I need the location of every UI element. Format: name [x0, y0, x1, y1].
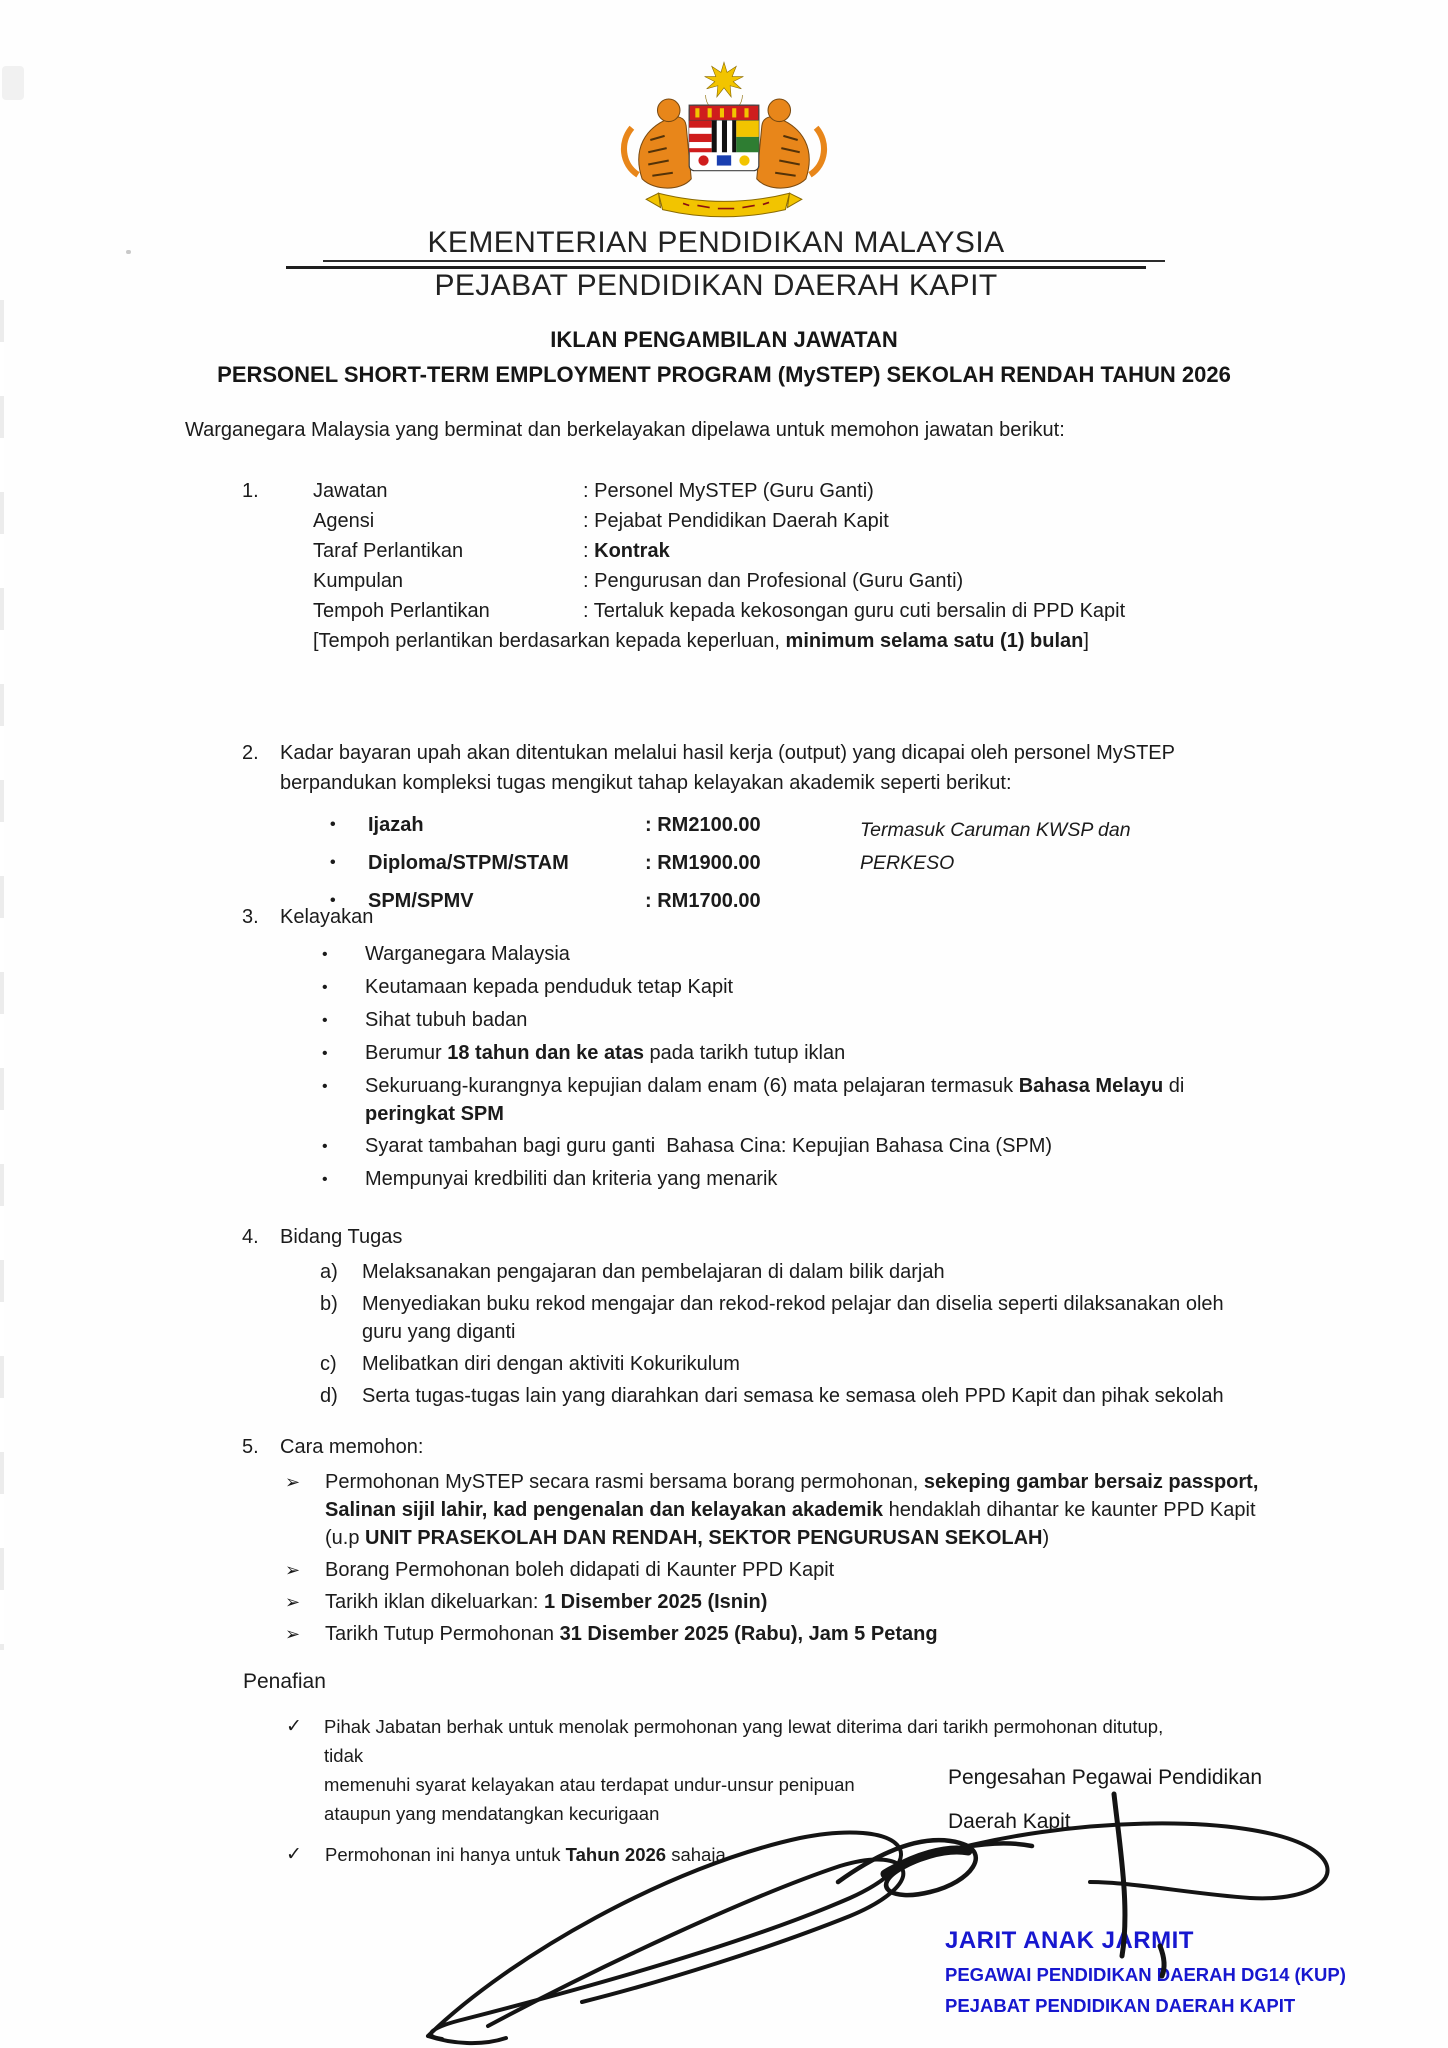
item-letter: d)	[320, 1385, 338, 1407]
eligibility-list	[322, 940, 1332, 1194]
application-step: ➢ Borang Permohonan boleh didapati di Kaunter PPD Kapit	[285, 1556, 1332, 1584]
section-number: 1.	[242, 480, 259, 502]
bullet-icon: •	[322, 1171, 328, 1188]
header-rule-top	[323, 260, 1165, 262]
job-detail-value: : Pejabat Pendidikan Daerah Kapit	[583, 510, 889, 532]
job-detail-footnote: [Tempoh perlantikan berdasarkan kepada keperluan, minimum selama satu (1) bulan]	[313, 630, 1089, 652]
section-heading: Kelayakan	[280, 906, 374, 928]
job-detail-value: : Personel MySTEP (Guru Ganti)	[583, 480, 874, 502]
eligibility-item: • Keutamaan kepada penduduk tetap Kapit	[322, 973, 1332, 1002]
arrow-icon: ➢	[285, 1560, 301, 1580]
section-jawatan	[242, 476, 1332, 656]
officer-grade: PEGAWAI PENDIDIKAN DAERAH DG14 (KUP)	[945, 1964, 1346, 1985]
disclaimer-item: ✓ Pihak Jabatan berhak untuk menolak permohonan yang lewat diterima dari tarikh permohonan ditutup, tidak memenuhi syarat kelayakan atau terdapat undur-unsur penipuan ataupun yang mendatangkan kecurigaan	[286, 1712, 1186, 1828]
job-detail-value: : Kontrak	[583, 540, 670, 562]
section-heading: Bidang Tugas	[280, 1226, 403, 1248]
scan-corner-noise	[2, 66, 24, 100]
job-detail-rows	[313, 476, 1332, 626]
bullet-icon: •	[322, 946, 328, 963]
advert-subtitle: PERSONEL SHORT-TERM EMPLOYMENT PROGRAM (MySTEP) SEKOLAH RENDAH TAHUN 2026	[217, 362, 1231, 387]
bullet-icon: •	[330, 816, 336, 833]
item-letter: a)	[320, 1261, 338, 1283]
pay-rate-row: • Ijazah : RM2100.00	[330, 806, 1332, 844]
pay-rate-row: • Diploma/STPM/STAM : RM1900.00	[330, 844, 1332, 882]
eligibility-item: • Berumur 18 tahun dan ke atas pada tarikh tutup iklan	[322, 1039, 1332, 1068]
item-letter: b)	[320, 1293, 338, 1315]
section-kelayakan	[242, 902, 1332, 1198]
bullet-icon: •	[322, 1078, 328, 1095]
duties-list	[320, 1258, 1332, 1410]
advert-title: IKLAN PENGAMBILAN JAWATAN	[550, 327, 898, 352]
bullet-icon: •	[322, 1138, 328, 1155]
bullet-icon: •	[322, 979, 328, 996]
arrow-icon: ➢	[285, 1624, 301, 1644]
job-detail-label: Kumpulan	[313, 570, 404, 592]
section-cara-memohon	[242, 1432, 1332, 1652]
officer-stamp	[945, 1926, 1346, 2019]
eligibility-item: • Warganegara Malaysia	[322, 940, 1332, 969]
section-kadar-bayaran	[242, 738, 1332, 920]
pay-rate-paragraph: Kadar bayaran upah akan ditentukan melalui hasil kerja (output) yang dicapai oleh personel MySTEP berpandukan kompleksi tugas mengikut tahap kelayakan akademik seperti berikut:	[280, 742, 1175, 794]
check-icon: ✓	[286, 1716, 302, 1737]
disclaimer-item: ✓ Permohonan ini hanya untuk Tahun 2026 sahaja	[286, 1840, 1186, 1869]
scan-edge-noise	[0, 300, 4, 1650]
job-detail-value: : Pengurusan dan Profesional (Guru Ganti)	[583, 570, 964, 592]
section-bidang-tugas	[242, 1222, 1332, 1414]
kwsp-perkeso-note: Termasuk Caruman KWSP dan PERKESO	[860, 819, 1131, 874]
bullet-icon: •	[330, 892, 336, 909]
eligibility-item: • Syarat tambahan bagi guru ganti Bahasa Cina: Kepujian Bahasa Cina (SPM)	[322, 1132, 1332, 1161]
duty-item: b) Menyediakan buku rekod mengajar dan rekod-rekod pelajar dan diselia seperti dilaksanakan oleh guru yang diganti	[320, 1290, 1332, 1346]
intro-paragraph: Warganegara Malaysia yang berminat dan berkelayakan dipelawa untuk memohon jawatan berikut:	[185, 419, 1065, 441]
job-detail-value: : Tertaluk kepada kekosongan guru cuti bersalin di PPD Kapit	[583, 600, 1126, 622]
disclaimer-heading: Penafian	[243, 1670, 326, 1693]
duty-item: d) Serta tugas-tugas lain yang diarahkan dari semasa ke semasa oleh PPD Kapit dan pihak sekolah	[320, 1382, 1332, 1410]
item-letter: c)	[320, 1353, 337, 1375]
section-number: 4.	[242, 1226, 259, 1248]
section-number: 2.	[242, 742, 259, 764]
job-detail-label: Jawatan	[313, 480, 388, 502]
duty-item: a) Melaksanakan pengajaran dan pembelajaran di dalam bilik darjah	[320, 1258, 1332, 1286]
check-icon: ✓	[286, 1844, 302, 1865]
arrow-icon: ➢	[285, 1472, 301, 1492]
job-detail-label: Tempoh Perlantikan	[313, 600, 490, 622]
eligibility-item: • Sekuruang-kurangnya kepujian dalam enam (6) mata pelajaran termasuk Bahasa Melayu di peringkat SPM	[322, 1072, 1332, 1128]
bullet-icon: •	[322, 1012, 328, 1029]
job-detail-label: Taraf Perlantikan	[313, 540, 464, 562]
duty-item: c) Melibatkan diri dengan aktiviti Kokurikulum	[320, 1350, 1332, 1378]
malaysia-coat-of-arms-icon	[604, 54, 844, 228]
arrow-icon: ➢	[285, 1592, 301, 1612]
section-number: 5.	[242, 1436, 259, 1458]
ministry-name: KEMENTERIAN PENDIDIKAN MALAYSIA	[427, 226, 1005, 259]
pay-rate-row: • SPM/SPMV : RM1700.00	[330, 882, 1332, 920]
approval-title: Pengesahan Pegawai Pendidikan Daerah Kapit	[948, 1766, 1263, 1833]
department-name: PEJABAT PENDIDIKAN DAERAH KAPIT	[434, 269, 998, 302]
application-steps-list	[285, 1468, 1332, 1648]
section-heading: Cara memohon:	[280, 1436, 424, 1458]
eligibility-item: • Sihat tubuh badan	[322, 1006, 1332, 1035]
application-step: ➢ Tarikh iklan dikeluarkan: 1 Disember 2025 (Isnin)	[285, 1588, 1332, 1616]
bullet-icon: •	[330, 854, 336, 871]
officer-name: JARIT ANAK JARMIT	[945, 1927, 1194, 1954]
job-detail-label: Agensi	[313, 510, 375, 532]
application-step: ➢ Tarikh Tutup Permohonan 31 Disember 2025 (Rabu), Jam 5 Petang	[285, 1620, 1332, 1648]
bullet-icon: •	[322, 1045, 328, 1062]
application-step: ➢ Permohonan MySTEP secara rasmi bersama borang permohonan, sekeping gambar bersaiz passport, Salinan sijil lahir, kad pengenalan dan kelayakan akademik hendaklah dihantar ke kaunter PPD Kapit (u.p UNIT PRASEKOLAH DAN RENDAH, SEKTOR PENGURUSAN SEKOLAH)	[285, 1468, 1332, 1552]
officer-office: PEJABAT PENDIDIKAN DAERAH KAPIT	[945, 1995, 1296, 2016]
section-number: 3.	[242, 906, 259, 928]
eligibility-item: • Mempunyai kredbiliti dan kriteria yang menarik	[322, 1165, 1332, 1194]
